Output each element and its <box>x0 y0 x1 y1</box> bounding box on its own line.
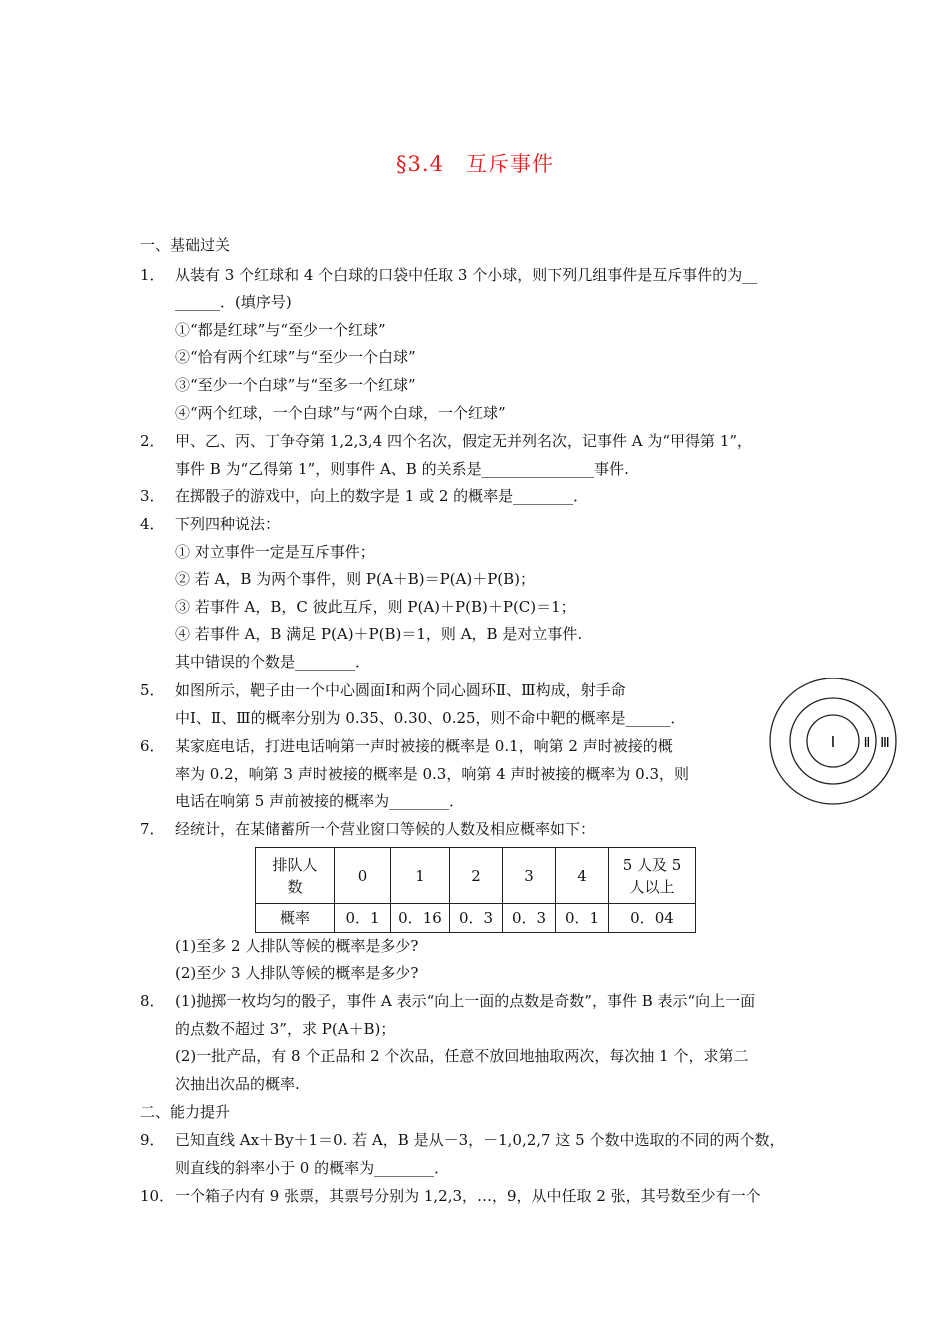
label-region-3: Ⅲ <box>880 736 890 751</box>
option-item: ② 若 A，B 为两个事件，则 P(A＋B)＝P(A)＋P(B)； <box>175 570 536 588</box>
table-row-label: 概率 <box>256 904 335 933</box>
table-header-row <box>256 848 696 904</box>
option-item: ③ 若事件 A，B，C 彼此互斥，则 P(A)＋P(B)＋P(C)＝1； <box>175 598 576 616</box>
question-text: 从装有 3 个红球和 4 个白球的口袋中任取 3 个小球，则下列几组事件是互斥事件的为__ <box>175 266 758 284</box>
question-text: 次抽出次品的概率. <box>175 1075 300 1093</box>
section-heading-basic: 一、基础过关 <box>140 236 231 254</box>
question-number: 10． <box>140 1187 175 1205</box>
option-item: ③“至少一个白球”与“至多一个红球” <box>175 376 416 394</box>
question-text: 如图所示，靶子由一个中心圆面Ⅰ和两个同心圆环Ⅱ、Ⅲ构成，射手命 <box>175 681 626 699</box>
option-item: ①“都是红球”与“至少一个红球” <box>175 321 386 339</box>
header-label: 5 人及 5 <box>622 855 682 874</box>
header-label: 数 <box>287 877 303 896</box>
question-text: 在掷骰子的游戏中，向上的数字是 1 或 2 的概率是________． <box>175 487 589 505</box>
question-text: 经统计，在某储蓄所一个营业窗口等候的人数及相应概率如下： <box>175 820 596 838</box>
table-row <box>256 904 696 933</box>
question-number: 8． <box>140 992 165 1010</box>
label-region-2: Ⅱ <box>863 736 871 751</box>
section-heading-advanced: 二、能力提升 <box>140 1103 231 1121</box>
question-text: ______．(填序号) <box>175 293 292 311</box>
option-item: ②“恰有两个红球”与“至少一个白球” <box>175 348 416 366</box>
table-header-cell: 1 <box>391 848 450 904</box>
question-text: 电话在响第 5 声前被接的概率为________． <box>175 792 465 810</box>
question-text: 其中错误的个数是________． <box>175 653 371 671</box>
target-diagram <box>768 678 908 808</box>
page-title: §3.4 互斥事件 <box>396 152 554 176</box>
option-item: ① 对立事件一定是互斥事件； <box>175 543 375 561</box>
question-text: 率为 0.2，响第 3 声时被接的概率是 0.3，响第 4 声时被接的概率为 0.3，则 <box>175 765 690 783</box>
question-number: 6． <box>140 737 165 755</box>
question-text: (1)抛掷一枚均匀的骰子，事件 A 表示“向上一面的点数是奇数”，事件 B 表示“向上一面 <box>175 992 756 1010</box>
question-text: 则直线的斜率小于 0 的概率为________． <box>175 1159 450 1177</box>
table-header-cell: 3 <box>503 848 556 904</box>
question-text: 已知直线 Ax＋By＋1＝0. 若 A，B 是从－3，－1,0,2,7 这 5 个数中选取的不同的两个数， <box>175 1131 785 1149</box>
header-label: 排队人 <box>272 855 318 874</box>
table-cell: 0．04 <box>609 904 696 933</box>
question-number: 3． <box>140 487 165 505</box>
table-header-cell: 0 <box>335 848 391 904</box>
question-number: 9． <box>140 1131 165 1149</box>
question-number: 5． <box>140 681 165 699</box>
question-number: 2． <box>140 432 165 450</box>
table-cell: 0．1 <box>556 904 609 933</box>
question-text: 甲、乙、丙、丁争夺第 1,2,3,4 四个名次，假定无并列名次，记事件 A 为“甲得第 1”， <box>175 432 753 450</box>
question-text: 事件 B 为“乙得第 1”，则事件 A、B 的关系是_______________事件. <box>175 460 629 478</box>
question-text: 一个箱子内有 9 张票，其票号分别为 1,2,3，…，9，从中任取 2 张，其号数至少有一个 <box>175 1187 761 1205</box>
option-item: ④“两个红球，一个白球”与“两个白球，一个红球” <box>175 404 506 422</box>
question-text: 下列四种说法： <box>175 515 281 533</box>
label-region-1: Ⅰ <box>830 735 836 751</box>
question-number: 7． <box>140 820 165 838</box>
header-label: 人以上 <box>629 877 675 896</box>
table-cell: 0．1 <box>335 904 391 933</box>
table-header-cell <box>609 848 696 904</box>
queue-probability-table <box>255 847 696 933</box>
table-header-cell: 2 <box>450 848 503 904</box>
question-number: 4． <box>140 515 165 533</box>
table-cell: 0．3 <box>503 904 556 933</box>
table-header-cell: 4 <box>556 848 609 904</box>
question-text: (2)一批产品，有 8 个正品和 2 个次品，任意不放回地抽取两次，每次抽 1 个，求第二 <box>175 1047 749 1065</box>
sub-question: (1)至多 2 人排队等候的概率是多少? <box>175 937 419 955</box>
question-text: 中Ⅰ、Ⅱ、Ⅲ的概率分别为 0.35、0.30、0.25，则不命中靶的概率是______． <box>175 709 686 727</box>
table-cell: 0．3 <box>450 904 503 933</box>
table-header-cell <box>256 848 335 904</box>
sub-question: (2)至少 3 人排队等候的概率是多少? <box>175 964 419 982</box>
table-cell: 0．16 <box>391 904 450 933</box>
option-item: ④ 若事件 A，B 满足 P(A)＋P(B)＝1，则 A，B 是对立事件. <box>175 625 583 643</box>
question-number: 1． <box>140 266 165 284</box>
question-text: 的点数不超过 3”，求 P(A＋B)； <box>175 1020 396 1038</box>
question-text: 某家庭电话，打进电话响第一声时被接的概率是 0.1，响第 2 声时被接的概 <box>175 737 673 755</box>
